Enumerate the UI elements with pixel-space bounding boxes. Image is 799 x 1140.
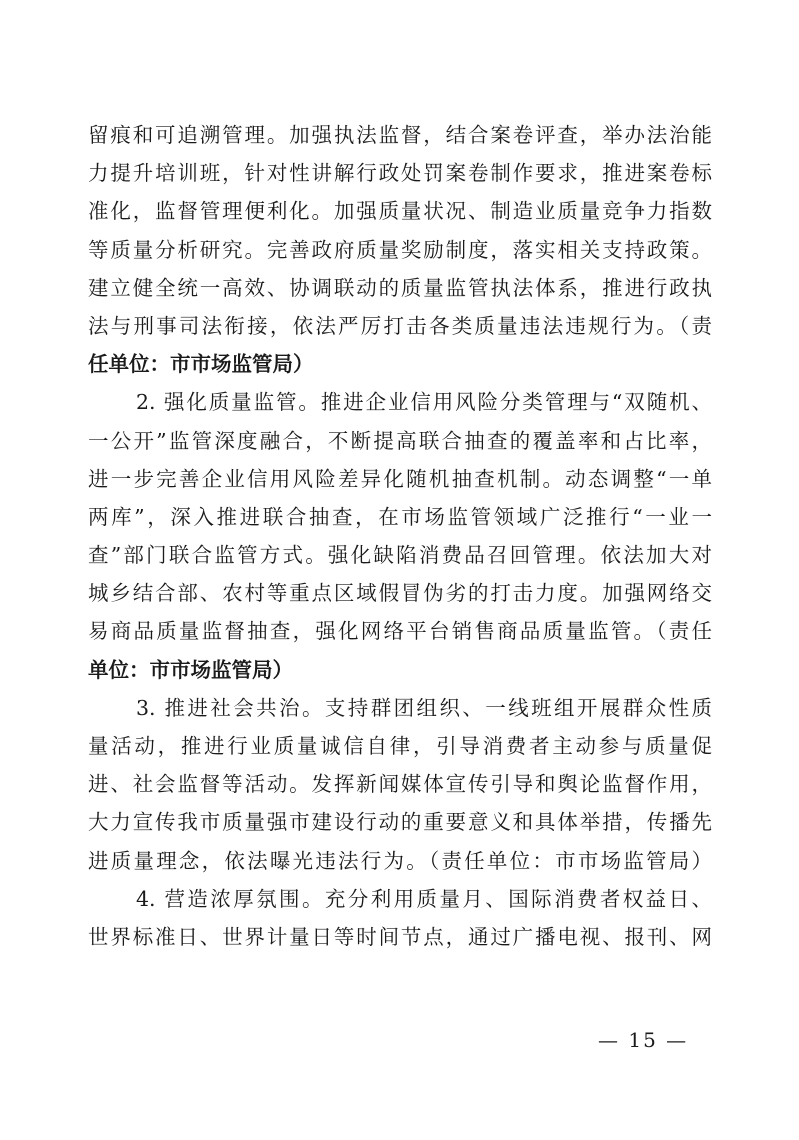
text-line: 进一步完善企业信用风险差异化随机抽查机制。动态调整“一单 bbox=[88, 466, 712, 491]
text-line: 查”部门联合监管方式。强化缺陷消费品召回管理。依法加大对 bbox=[88, 543, 712, 568]
text-line: 留痕和可追溯管理。加强执法监督，结合案卷评查，举办法治能 bbox=[88, 123, 712, 147]
page-number: — 15 — bbox=[598, 1028, 689, 1052]
text-line: 建立健全统一高效、协调联动的质量监管执法体系，推进行政执 bbox=[88, 275, 712, 300]
text-line: 单位：市市场监管局） bbox=[88, 657, 293, 682]
text-line: 力提升培训班，针对性讲解行政处罚案卷制作要求，推进案卷标 bbox=[88, 161, 712, 186]
text-line: 量活动，推进行业质量诚信自律，引导消费者主动参与质量促 bbox=[88, 734, 712, 758]
text-line: 易商品质量监督抽查，强化网络平台销售商品质量监管。（责任 bbox=[88, 619, 712, 644]
text-line: 世界标准日、世界计量日等时间节点，通过广播电视、报刊、网 bbox=[88, 924, 712, 949]
text-line: 一公开”监管深度融合，不断提高联合抽查的覆盖率和占比率， bbox=[88, 428, 712, 453]
text-line: 大力宣传我市质量强市建设行动的重要意义和具体举措，传播先 bbox=[88, 810, 712, 835]
text-line: 准化，监督管理便利化。加强质量状况、制造业质量竞争力指数 bbox=[88, 199, 712, 224]
paragraph-heading-2: 2. 强化质量监管。推进企业信用风险分类管理与“双随机、 bbox=[136, 390, 712, 415]
text-line: 法与刑事司法衔接，依法严厉打击各类质量违法违规行为。（责 bbox=[88, 313, 712, 338]
text-line: 进质量理念，依法曝光违法行为。（责任单位：市市场监管局） bbox=[88, 848, 712, 873]
body-text bbox=[88, 116, 712, 956]
text-line: 进、社会监督等活动。发挥新闻媒体宣传引导和舆论监督作用， bbox=[88, 772, 712, 797]
paragraph-heading-4: 4. 营造浓厚氛围。充分利用质量月、国际消费者权益日、 bbox=[136, 886, 712, 911]
paragraph-heading-3: 3. 推进社会共治。支持群团组织、一线班组开展群众性质 bbox=[136, 695, 712, 720]
text-line: 城乡结合部、农村等重点区域假冒伪劣的打击力度。加强网络交 bbox=[88, 581, 712, 606]
text-line: 任单位：市市场监管局） bbox=[88, 352, 314, 377]
text-line: 等质量分析研究。完善政府质量奖励制度，落实相关支持政策。 bbox=[88, 237, 712, 262]
text-line: 两库”，深入推进联合抽查，在市场监管领域广泛推行“一业一 bbox=[88, 504, 712, 529]
